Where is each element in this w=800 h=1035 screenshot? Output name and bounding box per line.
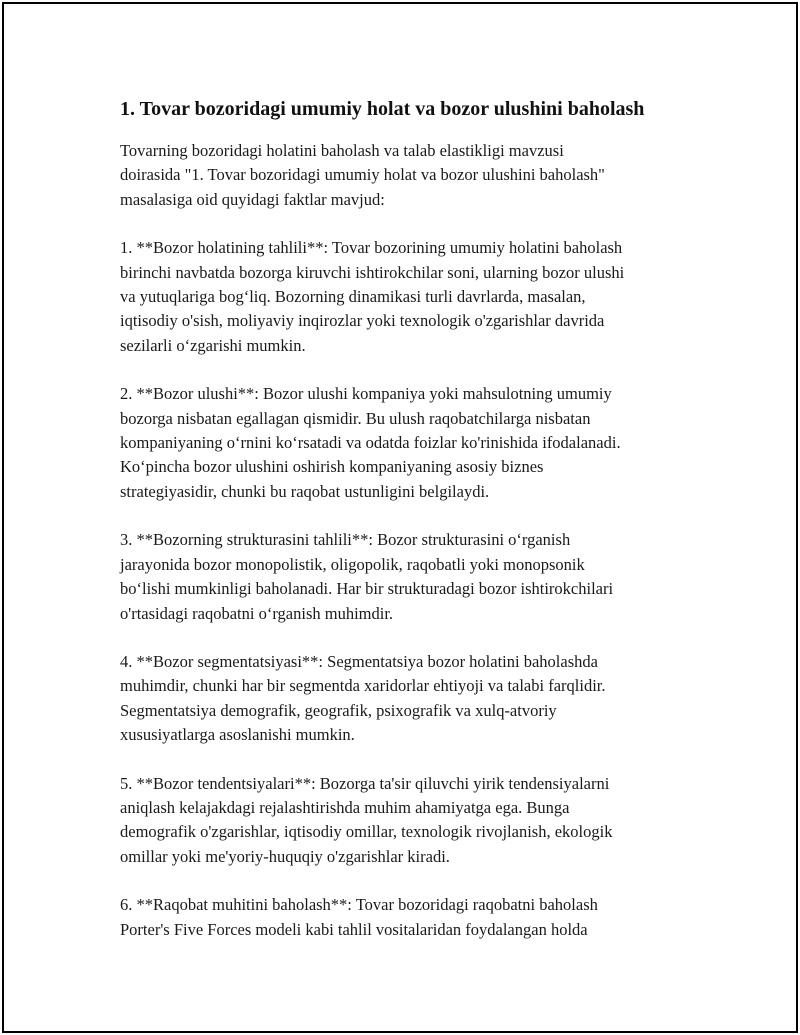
paragraph-segmentation: 4. **Bozor segmentatsiyasi**: Segmentatsiya bozor holatini baholashda muhimdir, chunki har bir segmentda xaridorlar ehtiyoji va talabi farqlidir. Segmentatsiya demografik, geografik, psixografik va xulq-atvoriy xususiyatlarga asoslanishi mumkin.: [120, 651, 606, 745]
page-frame: [2, 2, 798, 1033]
paragraph-market-share: 2. **Bozor ulushi**: Bozor ulushi kompaniya yoki mahsulotning umumiy bozorga nisbatan egallagan qismidir. Bu ulush raqobatchilarga nisbatan kompaniyaning o‘rnini ko‘rsatadi va odatda foizlar ko'rinishida ifodalanadi. Ko‘pincha bozor ulushini oshirish kompaniyaning asosiy biznes strategiyasidir, chunki bu raqobat ustunligini belgilaydi.: [120, 384, 621, 501]
paragraph-intro: Tovarning bozoridagi holatini baholash va talab elastikligi mavzusi doirasida "1. Tovar bozoridagi umumiy holat va bozor ulushini baholash" masalasiga oid quyidagi faktlar mavjud:: [120, 141, 605, 209]
paragraph-trends: 5. **Bozor tendentsiyalari**: Bozorga ta'sir qiluvchi yirik tendensiyalarni aniqlash kelajakdagi rejalashtirishda muhim ahamiyatga ega. Bunga demografik o'zgarishlar, iqtisodiy omillar, texnologik rivojlanish, ekologik omillar yoki me'yoriy-huquqiy o'zgarishlar kiradi.: [120, 773, 613, 866]
document-title: 1. Tovar bozoridagi umumiy holat va bozor ulushini baholash: [120, 98, 645, 120]
paragraph-competition: 6. **Raqobat muhitini baholash**: Tovar bozoridagi raqobatni baholash Porter's Five Forces modeli kabi tahlil vositalaridan foydalangan holda: [120, 895, 598, 939]
paragraph-market-structure: 3. **Bozorning strukturasini tahlili**: Bozor strukturasini o‘rganish jarayonida bozor monopolistik, oligopolik, raqobatli yoki monopsonik bo‘lishi mumkinligi baholanadi. Har bir strukturadagi bozor ishtirokchilari o'rtasidagi raqobatni o‘rganish muhimdir.: [120, 530, 614, 623]
document-body: [120, 96, 720, 966]
paragraph-market-analysis: 1. **Bozor holatining tahlili**: Tovar bozorining umumiy holatini baholash birinchi navbatda bozorga kiruvchi ishtirokchilar soni, ularning bozor ulushi va yutuqlariga bog‘liq. Bozorning dinamikasi turli davrlarda, masalan, iqtisodiy o'sish, moliyaviy inqirozlar yoki texnologik o'zgarishlar davrida sezilarli o‘zgarishi mumkin.: [120, 238, 625, 355]
